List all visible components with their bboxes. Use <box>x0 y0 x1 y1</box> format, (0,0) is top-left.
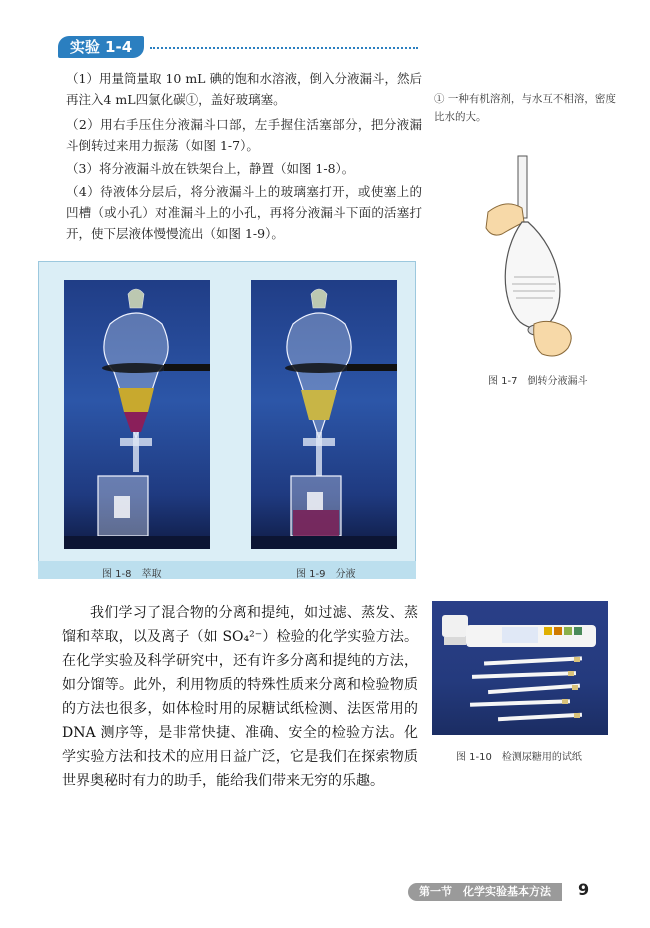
experiment-badge: 实验 1-4 <box>58 36 144 58</box>
footnote: ① 一种有机溶剂，与水互不相溶，密度比水的大。 <box>434 93 616 123</box>
fig-1-8-caption: 图 1-8 萃取 <box>102 569 162 580</box>
footer-section-label: 第一节 化学实验基本方法 <box>408 883 562 901</box>
fig-1-8-photo <box>64 280 210 549</box>
body-paragraph: 我们学习了混合物的分离和提纯，如过滤、蒸发、蒸馏和萃取，以及离子（如 SO₄²⁻）检验的化学实验方法。在化学实验及科学研究中，还有许多分离和提纯的方法，如分馏等。此外，利用物质的特殊性质来分离和检验物质的方法也很多，如体检时用的尿糖试纸检测、法医常用的 DNA 测序等，是非常快捷、准确、安全的检验方法。化学实验方法和技术的应用日益广泛，它是我们在探索物质世界奥秘时有力的助手，能给我们带来无穷的乐趣。 <box>62 605 418 789</box>
separatory-funnel-separation-icon <box>251 280 397 549</box>
fig-1-10-photo <box>432 601 608 735</box>
test-strip-icon <box>432 601 608 735</box>
caption-bar <box>38 561 416 579</box>
fig-1-7-illustration <box>470 152 590 362</box>
fig-1-9-photo <box>251 280 397 549</box>
fig-1-10-caption: 图 1-10 检测尿糖用的试纸 <box>456 752 582 763</box>
separatory-funnel-extraction-icon <box>64 280 210 549</box>
step-2: （2）用右手压住分液漏斗口部，左手握住活塞部分，把分液漏斗倒转过来用力振荡（如图 1-7）。 <box>66 117 422 153</box>
step-4: （4）待液体分层后，将分液漏斗上的玻璃塞打开，或使塞上的凹槽（或小孔）对准漏斗上的小孔，再将分液漏斗下面的活塞打开，使下层液体慢慢流出（如图 1-9）。 <box>66 184 422 241</box>
inverted-funnel-icon <box>470 152 590 362</box>
step-1: （1）用量筒量取 10 mL 碘的饱和水溶液，倒入分液漏斗，然后再注入4 mL四氯化碳①，盖好玻璃塞。 <box>66 71 422 107</box>
page-number: 9 <box>578 880 590 899</box>
step-3: （3）将分液漏斗放在铁架台上，静置（如图 1-8）。 <box>66 161 355 176</box>
fig-1-7-caption: 图 1-7 倒转分液漏斗 <box>488 376 588 387</box>
fig-1-9-caption: 图 1-9 分液 <box>296 569 356 580</box>
header-dotted-rule <box>150 47 418 49</box>
